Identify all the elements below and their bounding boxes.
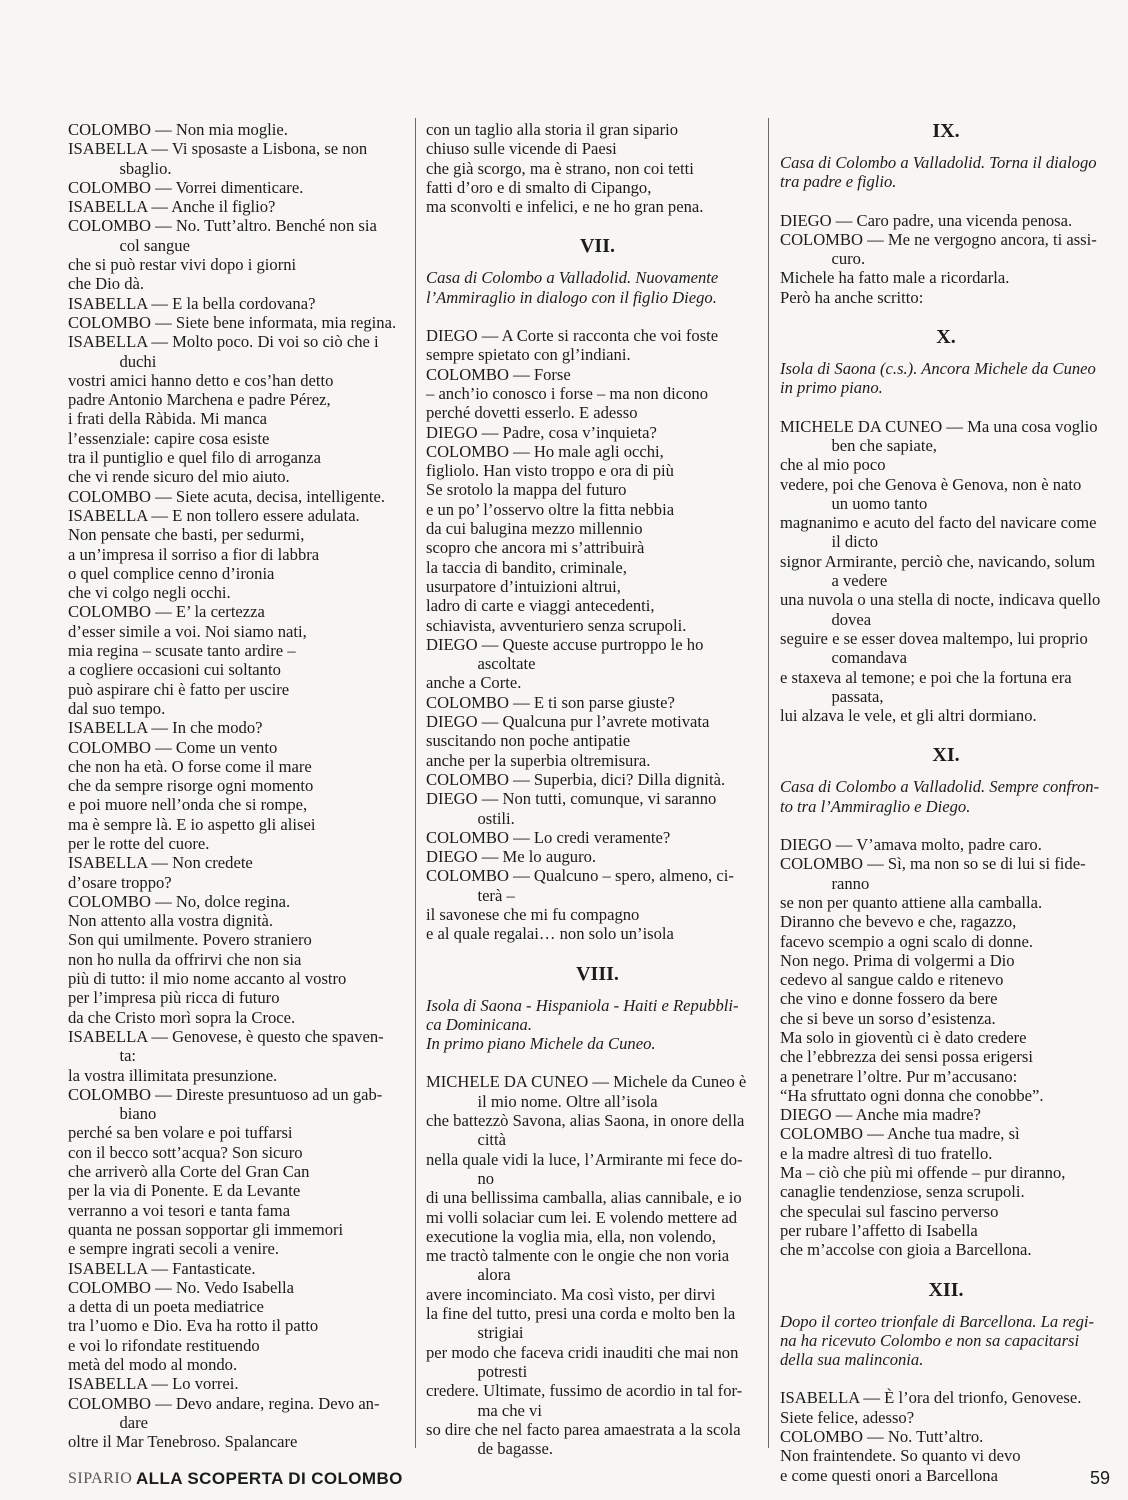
text-line: con il becco sott’acqua? Son sicuro	[68, 1142, 303, 1162]
text-line: COLOMBO — No. Tutt’altro.	[780, 1427, 984, 1447]
section-spacer	[426, 1053, 769, 1072]
text-line: che arriverò alla Corte del Gran Can	[68, 1162, 310, 1182]
text-line: e voi lo rifondate restituendo	[68, 1335, 260, 1355]
text-line: per l’impresa più ricca di futuro	[68, 988, 280, 1008]
text-line: nella quale vidi la luce, l’Armirante mi fece do-	[426, 1149, 743, 1169]
text-column-2	[426, 120, 769, 1458]
scene-heading: IX.	[932, 120, 960, 142]
scene-heading: VII.	[579, 235, 615, 258]
text-line: tra il puntiglio e quel filo di arroganza	[68, 448, 321, 468]
text-line: facevo scempio a ogni scalo di donne.	[780, 931, 1033, 951]
text-line: ca Dominicana.	[426, 1014, 532, 1034]
text-line: di una bellissima camballa, alias cannibale, e io	[426, 1188, 742, 1208]
text-line: DIEGO — Qualcuna pur l’avrete motivata	[426, 712, 710, 732]
text-line: COLOMBO — Direste presuntuoso ad un gab-	[68, 1084, 383, 1104]
text-line: COLOMBO — Sì, ma non so se di lui si fide-	[780, 854, 1086, 874]
magazine-name: SIPARIO	[68, 1470, 133, 1487]
text-line: ben che sapiate,	[831, 435, 937, 455]
text-line: Però ha anche scritto:	[780, 287, 924, 307]
text-line: MICHELE DA CUNEO — Michele da Cuneo è	[426, 1072, 747, 1092]
text-line: in primo piano.	[780, 378, 883, 398]
text-line: perché dovetti esserlo. E adesso	[426, 403, 638, 423]
text-line: e la madre altresì di tuo fratello.	[780, 1143, 993, 1163]
text-line: curo.	[831, 249, 866, 269]
text-line: COLOMBO — Superbia, dici? Dilla dignità.	[426, 769, 726, 789]
text-line: ladro di carte e viaggi antecedenti,	[426, 596, 655, 616]
text-line: a cogliere occasioni cui soltanto	[68, 660, 281, 680]
section-spacer	[426, 307, 769, 326]
text-line: che al mio poco	[780, 455, 886, 475]
text-line: tra l’uomo e Dio. Eva ha rotto il patto	[68, 1316, 319, 1336]
text-line: COLOMBO — Forse	[426, 364, 571, 384]
section-spacer	[780, 192, 1112, 211]
text-line: ISABELLA — Molto poco. Di voi so ciò che i	[68, 332, 379, 352]
text-line: COLOMBO — Lo credi veramente?	[426, 827, 671, 847]
text-line: avere incominciato. Ma così visto, per dirvi	[426, 1284, 716, 1304]
text-line: la vostra illimitata presunzione.	[68, 1065, 278, 1085]
stage-direction	[426, 996, 769, 1054]
dialogue-block	[68, 120, 406, 1451]
text-line: executione la voglia mia, ella, non volendo,	[426, 1226, 716, 1246]
text-line: ISABELLA — In che modo?	[68, 718, 263, 738]
page-footer	[68, 1465, 1110, 1494]
dialogue-block	[780, 417, 1112, 726]
section-spacer	[426, 944, 769, 963]
text-line: COLOMBO — Non mia moglie.	[68, 120, 288, 139]
text-line: usurpatore d’intuizioni altrui,	[426, 576, 621, 596]
section-spacer	[780, 1260, 1112, 1279]
text-line: – anch’io conosco i forse – ma non dicono	[426, 383, 709, 403]
text-column-1	[68, 120, 406, 1451]
section-spacer	[780, 398, 1112, 417]
text-line: COLOMBO — No, dolce regina.	[68, 891, 291, 911]
text-line: COLOMBO — Anche tua madre, sì	[780, 1124, 1020, 1144]
text-line: Son qui umilmente. Povero straniero	[68, 930, 312, 950]
text-line: più di tutto: il mio nome accanto al vostro	[68, 969, 347, 989]
text-line: che Dio dà.	[68, 274, 145, 294]
text-line: Isola di Saona - Hispaniola - Haiti e Repubbli-	[426, 995, 739, 1015]
text-line: MICHELE DA CUNEO — Ma una cosa voglio	[780, 416, 1098, 436]
text-line: Non attento alla vostra dignità.	[68, 911, 274, 931]
dialogue-block	[780, 835, 1112, 1260]
text-line: dare	[119, 1412, 149, 1432]
section-spacer	[780, 307, 1112, 326]
text-line: verranno a voi tesori e tanta fama	[68, 1200, 291, 1220]
text-line: a detta di un poeta mediatrice	[68, 1297, 264, 1317]
text-line: ISABELLA — È l’ora del trionfo, Genovese.	[780, 1388, 1082, 1408]
text-line: l’essenziale: capire cosa esiste	[68, 428, 270, 448]
text-line: biano	[119, 1104, 157, 1124]
text-line: COLOMBO — Siete bene informata, mia regina.	[68, 312, 397, 332]
scene-heading: XI.	[932, 744, 960, 767]
text-line: DIEGO — Non tutti, comunque, vi saranno	[426, 789, 717, 809]
text-line: COLOMBO — Me ne vergogno ancora, ti assi-	[780, 229, 1097, 249]
text-line: la taccia di bandito, criminale,	[426, 557, 627, 577]
text-line: della sua malinconia.	[780, 1350, 924, 1370]
text-line: COLOMBO — Ho male agli occhi,	[426, 441, 664, 461]
text-column-3	[780, 120, 1112, 1485]
text-line: che da sempre risorge ogni momento	[68, 776, 314, 796]
text-line: Ma solo in gioventù ci è dato credere	[780, 1027, 1027, 1047]
text-line: canaglie tendenziose, senza scrupoli.	[780, 1182, 1025, 1202]
text-line: Se srotolo la mappa del futuro	[426, 480, 627, 500]
text-line: Casa di Colombo a Valladolid. Torna il dialogo	[780, 153, 1097, 172]
dialogue-block	[426, 1072, 769, 1458]
text-line: COLOMBO — Siete acuta, decisa, intelligente.	[68, 486, 386, 506]
text-line: COLOMBO — No. Tutt’altro. Benché non sia	[68, 216, 377, 236]
text-line: DIEGO — A Corte si racconta che voi foste	[426, 326, 719, 346]
section-spacer	[780, 816, 1112, 835]
text-line: a un’impresa il sorriso a fior di labbra	[68, 544, 320, 564]
text-line: fatti d’oro e di smalto di Cipango,	[426, 177, 652, 197]
text-line: che già scorgo, ma è strano, non coi tetti	[426, 158, 694, 178]
text-line: Casa di Colombo a Valladolid. Nuovamente	[426, 268, 719, 288]
text-line: e un po’ l’osservo oltre la fitta nebbia	[426, 499, 675, 519]
text-line: passata,	[831, 686, 884, 706]
text-line: DIEGO — Caro padre, una vicenda penosa.	[780, 210, 1073, 230]
text-line: il savonese che mi fu compagno	[426, 904, 640, 924]
text-line: ta:	[119, 1046, 137, 1066]
text-line: ISABELLA — Vi sposaste a Lisbona, se non	[68, 139, 368, 159]
page-number: 59	[1089, 1468, 1110, 1488]
text-line: na ha ricevuto Colombo e non sa capacitarsi	[780, 1330, 1080, 1350]
text-line: quanta ne possan sopportar gli immemori	[68, 1219, 344, 1239]
text-line: e al quale regalai… non solo un’isola	[426, 924, 674, 944]
stage-direction	[780, 153, 1112, 192]
dialogue-block	[780, 211, 1112, 307]
text-line: lui alzava le vele, et gli altri dormiano.	[780, 706, 1037, 726]
text-line: sbaglio.	[119, 158, 172, 178]
text-line: no	[477, 1168, 495, 1188]
text-line: COLOMBO — Qualcuno – spero, almeno, ci-	[426, 866, 734, 886]
text-line: i frati della Ràbida. Mi manca	[68, 409, 268, 429]
text-line: che si può restar vivi dopo i giorni	[68, 255, 297, 275]
section-title: ALLA SCOPERTA DI COLOMBO	[136, 1469, 403, 1488]
text-line: da che Cristo morì sopra la Croce.	[68, 1007, 296, 1027]
text-line: potresti	[477, 1361, 528, 1381]
stage-direction	[426, 268, 769, 307]
text-line: con un taglio alla storia il gran sipario	[426, 120, 679, 139]
scene-heading: XII.	[928, 1278, 964, 1301]
text-line: scopro che ancora mi s’attribuirà	[426, 538, 645, 558]
text-line: COLOMBO — E ti son parse giuste?	[426, 692, 675, 712]
text-line: che vino e donne fossero da bere	[780, 989, 998, 1009]
text-line: tra padre e figlio.	[780, 172, 897, 192]
text-line: può aspirare chi è fatto per uscire	[68, 679, 290, 699]
text-line: ISABELLA — Fantasticate.	[68, 1258, 256, 1278]
text-line: Ma – ciò che più mi offende – pur diranno,	[780, 1163, 1066, 1183]
stage-direction	[780, 777, 1112, 816]
text-line: a vedere	[831, 571, 888, 591]
text-line: Non nego. Prima di volgermi a Dio	[780, 950, 1015, 970]
text-line: alora	[477, 1265, 511, 1285]
text-line: il mio nome. Oltre all’isola	[477, 1091, 658, 1111]
dialogue-block	[426, 326, 769, 944]
text-line: perché sa ben volare e poi tuffarsi	[68, 1123, 293, 1143]
text-line: chiuso sulle vicende di Paesi	[426, 139, 617, 159]
text-line: Non pensate che basti, per sedurmi,	[68, 525, 305, 545]
text-line: to tra l’Ammiraglio e Diego.	[780, 796, 971, 816]
section-spacer	[780, 725, 1112, 744]
text-line: Dopo il corteo trionfale di Barcellona. La regi-	[780, 1311, 1095, 1331]
text-line: DIEGO — Queste accuse purtroppo le ho	[426, 634, 704, 654]
text-line: per le rotte del cuore.	[68, 833, 210, 853]
text-line: strigiai	[477, 1323, 524, 1343]
text-line: che vi rende sicuro del mio aiuto.	[68, 467, 290, 487]
text-line: suscitando non poche antipatie	[426, 731, 631, 751]
text-line: ISABELLA — Anche il figlio?	[68, 197, 276, 217]
text-line: che m’accolse con gioia a Barcellona.	[780, 1240, 1032, 1260]
text-line: comandava	[831, 648, 908, 668]
text-line: che l’ebbrezza dei sensi possa erigersi	[780, 1047, 1033, 1067]
text-line: terà –	[477, 885, 515, 905]
text-line: per la via di Ponente. E da Levante	[68, 1181, 301, 1201]
text-line: cedevo al sangue caldo e ritenevo	[780, 970, 1004, 990]
text-line: In primo piano Michele da Cuneo.	[426, 1034, 656, 1054]
stage-direction	[780, 1312, 1112, 1370]
text-line: magnanimo e acuto del facto del navicare come	[780, 513, 1097, 533]
text-line: che vi colgo negli occhi.	[68, 583, 231, 603]
text-line: ostili.	[477, 808, 515, 828]
dialogue-block	[426, 120, 769, 216]
scene-heading: X.	[936, 326, 956, 349]
scene-heading: VIII.	[576, 962, 619, 985]
text-line: DIEGO — Padre, cosa v’inquieta?	[426, 422, 657, 442]
text-line: ISABELLA — Genovese, è questo che spaven-	[68, 1026, 384, 1046]
text-line: e sempre ingrati secoli a venire.	[68, 1239, 280, 1259]
section-spacer	[426, 216, 769, 235]
text-line: DIEGO — Anche mia madre?	[780, 1105, 981, 1125]
text-line: COLOMBO — Vorrei dimenticare.	[68, 177, 304, 197]
column-rule	[415, 118, 416, 1448]
text-line: o quel complice cenno d’ironia	[68, 563, 275, 583]
text-line: COLOMBO — Come un vento	[68, 737, 278, 757]
text-line: da cui balugina mezzo millennio	[426, 519, 643, 539]
text-line: che speculai sul fascino perverso	[780, 1201, 999, 1221]
text-line: mi volli solaciar cum lei. E volendo mettere ad	[426, 1207, 738, 1227]
text-line: DIEGO — V’amava molto, padre caro.	[780, 835, 1042, 855]
text-line: ISABELLA — E non tollero essere adulata.	[68, 505, 360, 525]
text-line: ma è sempre là. E io aspetto gli alisei	[68, 814, 316, 834]
text-line: d’esser simile a voi. Noi siamo nati,	[68, 621, 307, 641]
text-line: so dire che nel facto parea amaestrata a la scola	[426, 1419, 741, 1439]
text-line: e poi muore nell’onda che si rompe,	[68, 795, 308, 815]
text-line: città	[477, 1130, 507, 1150]
text-line: ranno	[831, 873, 870, 893]
text-line: me tractò talmente con le ongie che non voria	[426, 1246, 730, 1266]
text-line: dovea	[831, 609, 872, 629]
text-line: Michele ha fatto male a ricordarla.	[780, 268, 1010, 288]
text-line: signor Armirante, perciò che, navicando, solum	[780, 551, 1096, 571]
text-line: una nuvola o una stella di nocte, indicava quello	[780, 590, 1101, 610]
text-line: per modo che faceva cridi inauditi che mai non	[426, 1342, 739, 1362]
text-line: e come questi onori a Barcellona	[780, 1465, 998, 1485]
text-line: Siete felice, adesso?	[780, 1407, 915, 1427]
text-line: anche per la superbia oltremisura.	[426, 750, 651, 770]
text-line: metà del modo al mondo.	[68, 1355, 238, 1374]
text-line: Isola di Saona (c.s.). Ancora Michele da Cuneo	[780, 359, 1096, 379]
text-line: la fine del tutto, presi una corda e molto ben la	[426, 1304, 736, 1324]
text-line: a penetrare l’oltre. Pur m’accusano:	[780, 1066, 1018, 1086]
text-line: il dicto	[831, 532, 879, 552]
text-line: DIEGO — Me lo auguro.	[426, 847, 597, 867]
text-line: de bagasse.	[477, 1439, 554, 1459]
text-line: schiavista, avventuriero senza scrupoli.	[426, 615, 687, 635]
text-line: col sangue	[119, 235, 190, 255]
text-line: duchi	[119, 351, 157, 371]
text-line: l’Ammiraglio in dialogo con il figlio Diego.	[426, 287, 717, 307]
text-line: mia regina – scusate tanto ardire –	[68, 641, 296, 661]
text-line: ma sconvolti e infelici, e ne ho gran pena.	[426, 197, 704, 217]
text-line: ISABELLA — E la bella cordovana?	[68, 293, 316, 313]
text-line: dal suo tempo.	[68, 698, 166, 718]
text-line: non ho nulla da offrirvi che non sia	[68, 949, 302, 969]
section-spacer	[780, 1369, 1112, 1388]
text-line: che non ha età. O forse come il mare	[68, 756, 312, 776]
text-line: padre Antonio Marchena e padre Pérez,	[68, 390, 331, 410]
text-line: ISABELLA — Lo vorrei.	[68, 1374, 239, 1394]
text-line: Casa di Colombo a Valladolid. Sempre confron-	[780, 777, 1100, 797]
text-line: credere. Ultimate, fussimo de acordio in tal for-	[426, 1381, 743, 1401]
text-line: che si beve un sorso d’esistenza.	[780, 1008, 996, 1028]
text-line: COLOMBO — Devo andare, regina. Devo an-	[68, 1393, 380, 1413]
text-line: “Ha sfruttato ogni donna che conobbe”.	[780, 1085, 1044, 1105]
text-line: anche a Corte.	[426, 673, 522, 693]
text-line: ISABELLA — Non credete	[68, 853, 253, 873]
text-line: ascoltate	[477, 654, 536, 674]
text-line: sempre spietato con gl’indiani.	[426, 345, 631, 365]
text-line: seguire e se esser dovea maltempo, lui proprio	[780, 628, 1088, 648]
text-line: figliolo. Han visto troppo e ora di più	[426, 461, 674, 481]
text-line: d’osare troppo?	[68, 872, 172, 892]
text-line: per rubare l’affetto di Isabella	[780, 1220, 978, 1240]
text-line: Diranno che bevevo e che, ragazzo,	[780, 912, 1017, 932]
text-line: COLOMBO — No. Vedo Isabella	[68, 1277, 294, 1297]
text-line: Non fraintendete. So quanto vi devo	[780, 1446, 1021, 1466]
text-line: se non per quanto attiene alla camballa.	[780, 892, 1043, 912]
text-line: un uomo tanto	[831, 493, 928, 513]
stage-direction	[780, 359, 1112, 398]
text-line: vostri amici hanno detto e cos’han detto	[68, 370, 334, 390]
text-line: COLOMBO — E’ la certezza	[68, 602, 265, 622]
text-line: che battezzò Savona, alias Saona, in onore della	[426, 1111, 745, 1131]
text-line: vedere, poi che Genova è Genova, non è nato	[780, 474, 1082, 494]
text-line: ma che vi	[477, 1400, 542, 1420]
text-line: e staxeva al temone; e poi che la fortuna era	[780, 667, 1072, 687]
text-line: oltre il Mar Tenebroso. Spalancare	[68, 1432, 298, 1452]
